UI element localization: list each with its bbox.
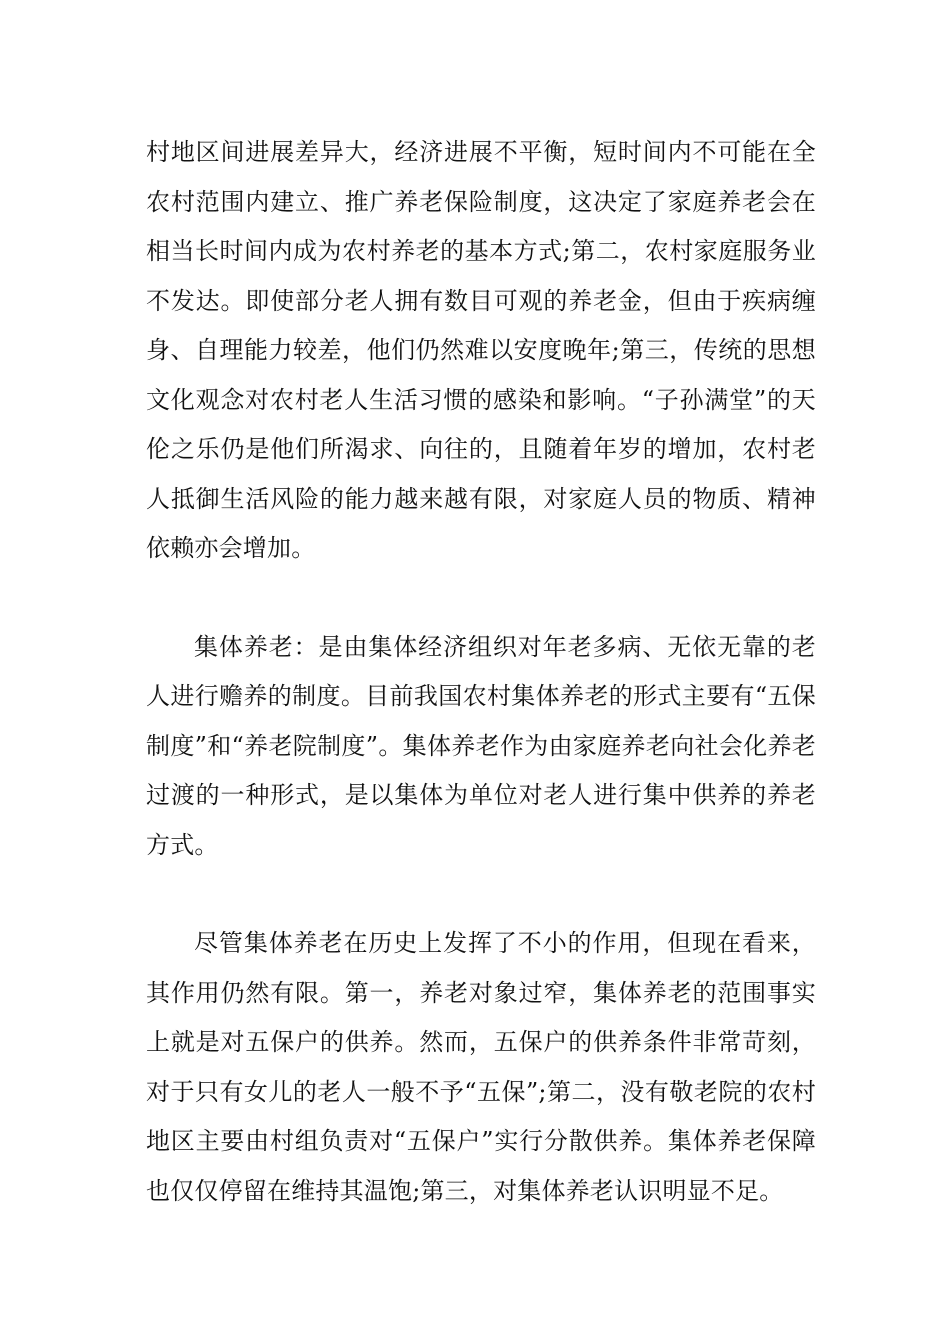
document-body (146, 128, 816, 1216)
paragraph-spacer (146, 574, 816, 623)
paragraph-collective-pension-limitations: 尽管集体养老在历史上发挥了不小的作用，但现在看来，其作用仍然有限。第一，养老对象过窄，集体养老的范围事实上就是对五保户的供养。然而，五保户的供养条件非常苛刻，对于只有女儿的老人一般不予“五保”;第二，没有敬老院的农村地区主要由村组负责对“五保户”实行分散供养。集体养老保障也仅仅停留在维持其温饱;第三，对集体养老认识明显不足。 (146, 929, 816, 1205)
paragraph-spacer (146, 870, 816, 919)
paragraph-collective-pension-definition: 集体养老：是由集体经济组织对年老多病、无依无靠的老人进行赡养的制度。目前我国农村集体养老的形式主要有“五保制度”和“养老院制度”。集体养老作为由家庭养老向社会化养老过渡的一种形式，是以集体为单位对老人进行集中供养的养老方式。 (146, 632, 816, 859)
paragraph-family-pension-continued: 村地区间进展差异大，经济进展不平衡，短时间内不可能在全农村范围内建立、推广养老保险制度，这决定了家庭养老会在相当长时间内成为农村养老的基本方式;第二，农村家庭服务业不发达。即使部分老人拥有数目可观的养老金，但由于疾病缠身、自理能力较差，他们仍然难以安度晚年;第三，传统的思想文化观念对农村老人生活习惯的感染和影响。“子孙满堂”的天伦之乐仍是他们所渴求、向往的，且随着年岁的增加，农村老人抵御生活风险的能力越来越有限，对家庭人员的物质、精神依赖亦会增加。 (146, 138, 816, 562)
